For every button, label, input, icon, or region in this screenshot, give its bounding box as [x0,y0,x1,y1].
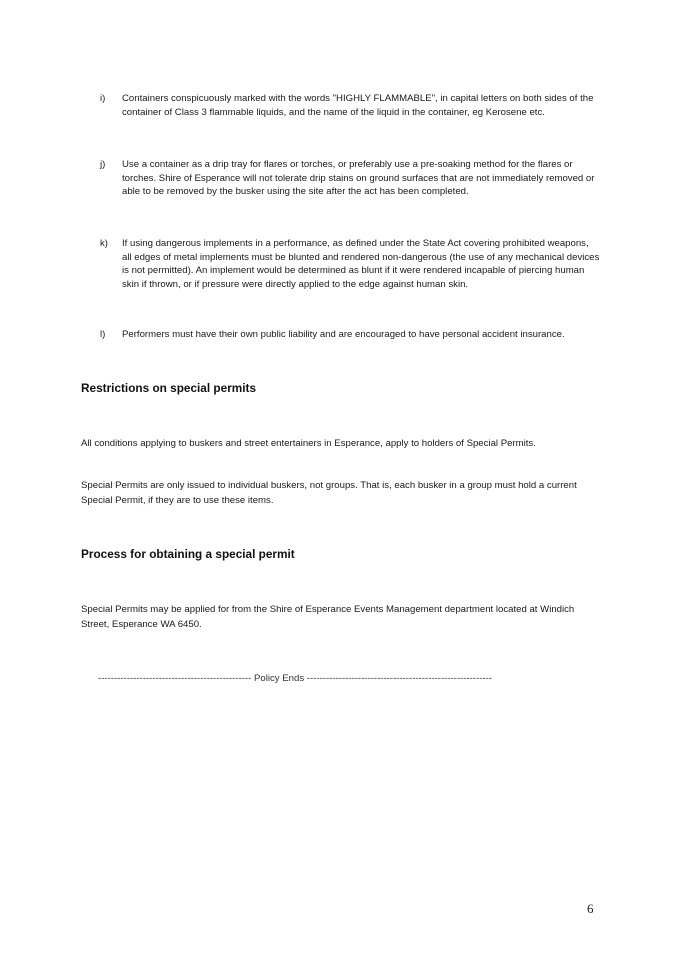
list-item-text: Performers must have their own public liability and are encouraged to have personal accident insurance. [122,329,565,340]
list-marker: l) [100,329,106,340]
list-item-text: Use a container as a drip tray for flares or torches, or preferably use a pre-soaking method for the flares or torches. Shire of Esperance will not tolerate drip stains on ground surfaces that are not immediately removed or able to be removed by the busker using the site after the act has been completed. [122,159,595,198]
section-heading-restrictions: Restrictions on special permits [81,381,257,395]
section-heading-process: Process for obtaining a special permit [81,547,295,561]
list-marker: j) [100,159,106,170]
list-item-j [100,158,600,199]
policy-ends-divider: ------------------------------------------------ Policy Ends ---------------------------------------------------------- [98,673,493,684]
list-marker: k) [100,238,108,249]
list-item-l [100,328,600,342]
list-item-i [100,92,600,119]
list-item-text: If using dangerous implements in a performance, as defined under the State Act covering prohibited weapons, all edges of metal implements must be blunted and rendered non-dangerous (the use of any mechanical devices is not permitted). An implement would be determined as blunt if it were rendered incapable of piercing human skin if thrown, or if pressure were directly applied to the edge against human skin. [122,238,600,290]
page-number: 6 [587,901,594,916]
paragraph-restrictions-individual: Special Permits are only issued to individual buskers, not groups. That is, each busker in a group must hold a current Special Permit, if they are to use these items. [81,480,577,506]
list-marker: i) [100,93,106,104]
list-item-text: Containers conspicuously marked with the words "HIGHLY FLAMMABLE", in capital letters on both sides of the container of Class 3 flammable liquids, and the name of the liquid in the container, eg Kerosene etc. [122,93,594,118]
paragraph-process: Special Permits may be applied for from the Shire of Esperance Events Management department located at Windich Street, Esperance WA 6450. [81,604,575,630]
paragraph-restrictions-conditions: All conditions applying to buskers and street entertainers in Esperance, apply to holders of Special Permits. [81,438,536,449]
list-item-k [100,237,600,291]
